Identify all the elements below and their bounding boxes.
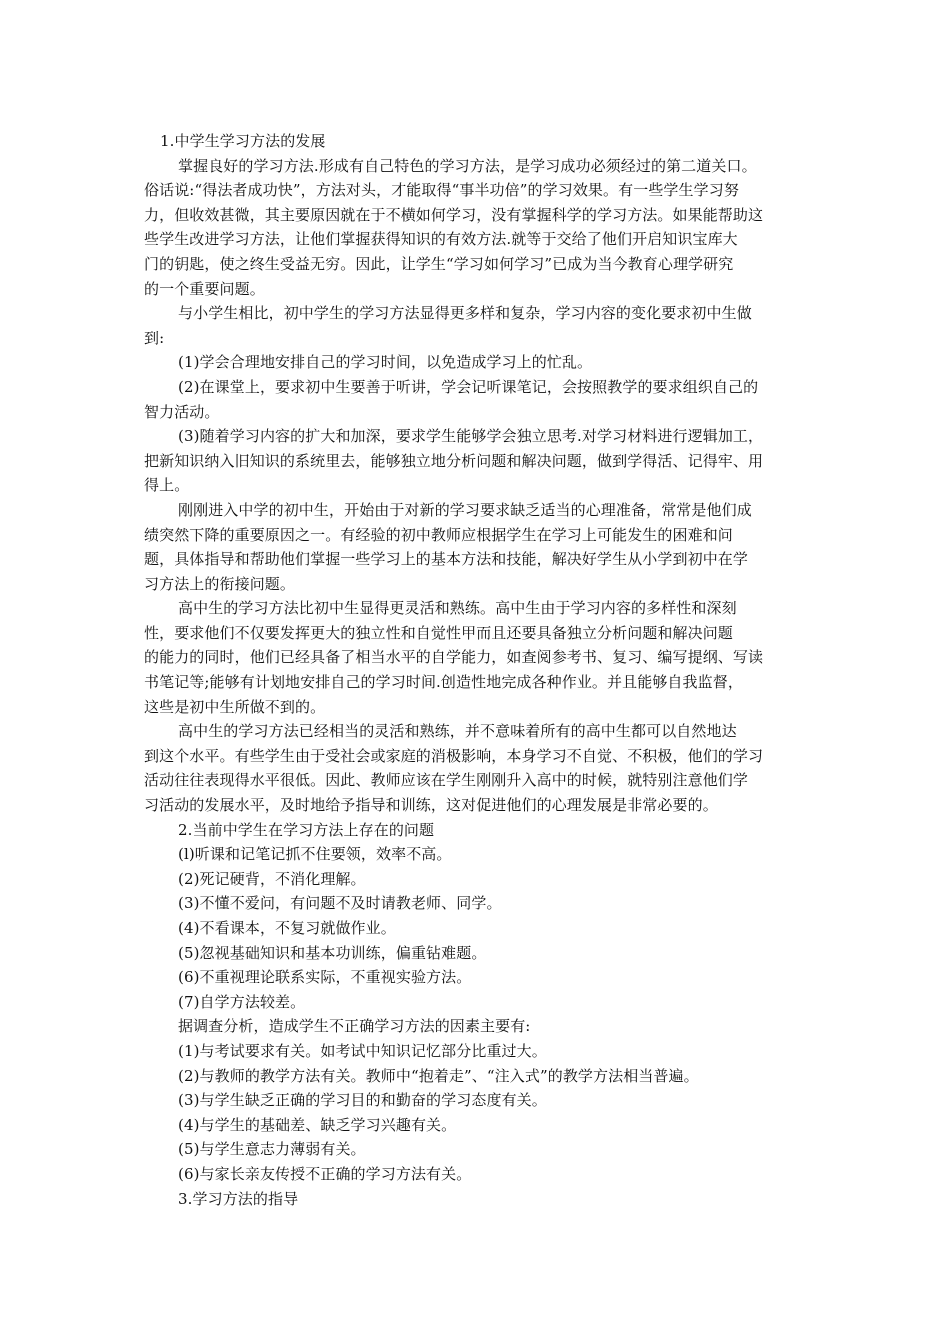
list-item: (2)死记硬背，不消化理解。 [178,869,366,888]
paragraph-line: 得上。 [144,476,190,495]
section-heading-1: 1.中学生学习方法的发展 [160,132,326,150]
paragraph-line: 据调查分析，造成学生不正确学习方法的因素主要有: [178,1017,531,1036]
paragraph-line: 与小学生相比，初中学生的学习方法显得更多样和复杂，学习内容的变化要求初中生做 [178,304,752,323]
paragraph-line: 门的钥匙，使之终生受益无穷。因此，让学生“学习如何学习”已成为当今教育心理学研究 [144,254,734,273]
paragraph-line: 书笔记等;能够有计划地安排自己的学习时间.创造性地完成各种作业。并且能够自我监督， [144,673,743,692]
paragraph-line: 力，但收效甚微，其主要原因就在于不横如何学习，没有掌握科学的学习方法。如果能帮助这 [144,205,764,224]
list-item: (3)与学生缺乏正确的学习目的和勤奋的学习态度有关。 [178,1091,547,1110]
list-item: (1)学会合理地安排自己的学习时间，以免造成学习上的忙乱。 [178,353,593,372]
paragraph-line: 高中生的学习方法比初中生显得更灵活和熟练。高中生由于学习内容的多样性和深刻 [178,599,737,618]
paragraph-line: 到这个水平。有些学生由于受社会或家庭的消极影响，本身学习不自觉、不积极，他们的学习 [144,746,764,765]
paragraph-line: 活动往往表现得水平很低。因此、教师应该在学生刚刚升入高中的时候，就特别注意他们学 [144,771,749,790]
paragraph-line: 这些是初中生所做不到的。 [144,697,326,716]
list-item: (5)忽视基础知识和基本功训练，偏重钻难题。 [178,943,487,962]
list-item: (4)与学生的基础差、缺乏学习兴趣有关。 [178,1115,457,1134]
list-item: (3)不懂不爱问，有问题不及时请教老师、同学。 [178,894,502,913]
paragraph-line: 掌握良好的学习方法.形成有自己特色的学习方法，是学习成功必须经过的第二道关口。 [178,156,757,175]
list-item: (l)听课和记笔记抓不住要领，效率不高。 [178,845,452,864]
paragraph-line: 绩突然下降的重要原因之一。有经验的初中教师应根据学生在学习上可能发生的困难和问 [144,525,733,544]
list-item: (6)与家长亲友传授不正确的学习方法有关。 [178,1164,472,1183]
list-item: (2)在课堂上，要求初中生要善于听讲，学会记听课笔记，会按照教学的要求组织自己的 [178,377,759,396]
paragraph-line: 习方法上的衔接问题。 [144,574,296,593]
list-item: (4)不看课本，不复习就做作业。 [178,919,396,937]
paragraph-line: 性，要求他们不仅要发挥更大的独立性和自觉性甲而且还要具备独立分析问题和解决问题 [144,623,733,642]
document-page [144,129,816,1211]
list-item: (5)与学生意志力薄弱有关。 [178,1140,366,1159]
paragraph-line: 的一个重要问题。 [144,279,265,298]
paragraph-line: 题，具体指导和帮助他们掌握一些学习上的基本方法和技能，解决好学生从小学到初中在学 [144,550,749,569]
list-item: (3)随着学习内容的扩大和加深，要求学生能够学会独立思考.对学习材料进行逻辑加工， [178,427,764,446]
list-item: (2)与教师的教学方法有关。教师中“抱着走”、“注入式”的教学方法相当普遍。 [178,1066,699,1085]
paragraph-line: 俗话说:“得法者成功快”，方法对头，才能取得“事半功倍”的学习效果。有一些学生学习努 [144,181,739,200]
paragraph-line: 到: [144,328,165,347]
paragraph-line: 高中生的学习方法已经相当的灵活和熟练，并不意味着所有的高中生都可以自然地达 [178,722,737,741]
list-item: (7)自学方法较差。 [178,992,306,1011]
paragraph-line: 把新知识纳入旧知识的系统里去，能够独立地分析问题和解决问题，做到学得活、记得牢、用 [144,451,764,470]
section-heading-3: 3.学习方法的指导 [178,1189,299,1208]
paragraph-line: 刚刚进入中学的初中生，开始由于对新的学习要求缺乏适当的心理准备，常常是他们成 [178,500,752,519]
paragraph-line: 智力活动。 [144,402,220,421]
list-item: (1)与考试要求有关。如考试中知识记忆部分比重过大。 [178,1041,547,1060]
paragraph-line: 习活动的发展水平，及时地给予指导和训练，这对促进他们的心理发展是非常必要的。 [144,796,718,815]
list-item: (6)不重视理论联系实际，不重视实验方法。 [178,968,472,987]
paragraph-line: 些学生改进学习方法，让他们掌握获得知识的有效方法.就等于交给了他们开启知识宝库大 [144,230,738,249]
paragraph-line: 的能力的同时，他们已经具备了相当水平的自学能力，如查阅参考书、复习、编写提纲、写读 [144,648,764,667]
section-heading-2: 2.当前中学生在学习方法上存在的问题 [178,820,435,839]
